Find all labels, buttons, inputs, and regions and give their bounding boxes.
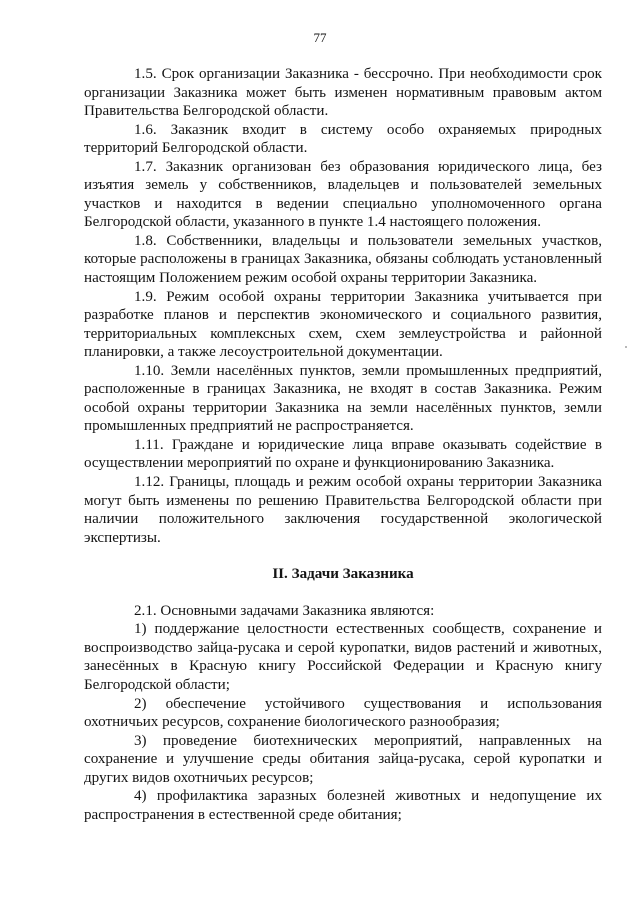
paragraph-1-11: 1.11. Граждане и юридические лица вправе оказывать содействие в осуществлении мероприятий по охране и функционированию Заказника. (84, 436, 602, 472)
paragraph-2-1: 2.1. Основными задачами Заказника являются: (134, 602, 435, 619)
task-item-3: 3) проведение биотехнических мероприятий, направленных на сохранение и улучшение среды обитания зайца-русака, серой куропатки и других видов охотничьих ресурсов; (84, 732, 602, 786)
paragraph-1-9: 1.9. Режим особой охраны территории Заказника учитывается при разработке планов и перспектив экономического и социального развития, территориальных комплексных схем, схем землеустройства и районной планировки, а также лесоустроительной документации. (84, 288, 602, 361)
document-body (84, 65, 602, 824)
page-number: 77 (313, 30, 327, 45)
paragraph-1-5: 1.5. Срок организации Заказника - бессрочно. При необходимости срок организации Заказника может быть изменен нормативным правовым актом Правительства Белгородской области. (84, 66, 602, 120)
paragraph-1-8: 1.8. Собственники, владельцы и пользователи земельных участков, которые расположены в границах Заказника, обязаны соблюдать установленный настоящим Положением режим особой охраны территории Заказника. (84, 232, 602, 287)
paragraph-1-6: 1.6. Заказник входит в систему особо охраняемых природных территорий Белгородской области. (84, 121, 602, 157)
scan-mark-right (625, 346, 627, 348)
task-item-1: 1) поддержание целостности естественных сообществ, сохранение и воспроизводство зайца-русака и серой куропатки, видов растений и животных, занесённых в Красную книгу Российской Федерации и Красную книгу Белгородской области; (84, 621, 602, 693)
paragraph-1-7: 1.7. Заказник организован без образования юридического лица, без изъятия земель у собственников, владельцев и пользователей земельных участков и находится в ведении специально уполномоченного органа Белгородской области, указанного в пункте 1.4 настоящего положения. (84, 158, 602, 231)
task-item-4: 4) профилактика заразных болезней животных и недопущение их распространения в естественной среде обитания; (84, 788, 602, 823)
task-item-2: 2) обеспечение устойчивого существования и использования охотничьих ресурсов, сохранение биологического разнообразия; (84, 695, 602, 731)
paragraph-1-12: 1.12. Границы, площадь и режим особой охраны территории Заказника могут быть изменены по решению Правительства Белгородской области при наличии положительного заключения государственной экологической экспертизы. (84, 474, 602, 546)
section-heading: II. Задачи Заказника (272, 566, 414, 583)
paragraph-1-10: 1.10. Земли населённых пунктов, земли промышленных предприятий, расположенные в границах Заказника, не входят в состав Заказника. Режим особой охраны территории Заказника на земли населённых пунктов, земли промышленных предприятий не распространяется. (84, 362, 602, 435)
